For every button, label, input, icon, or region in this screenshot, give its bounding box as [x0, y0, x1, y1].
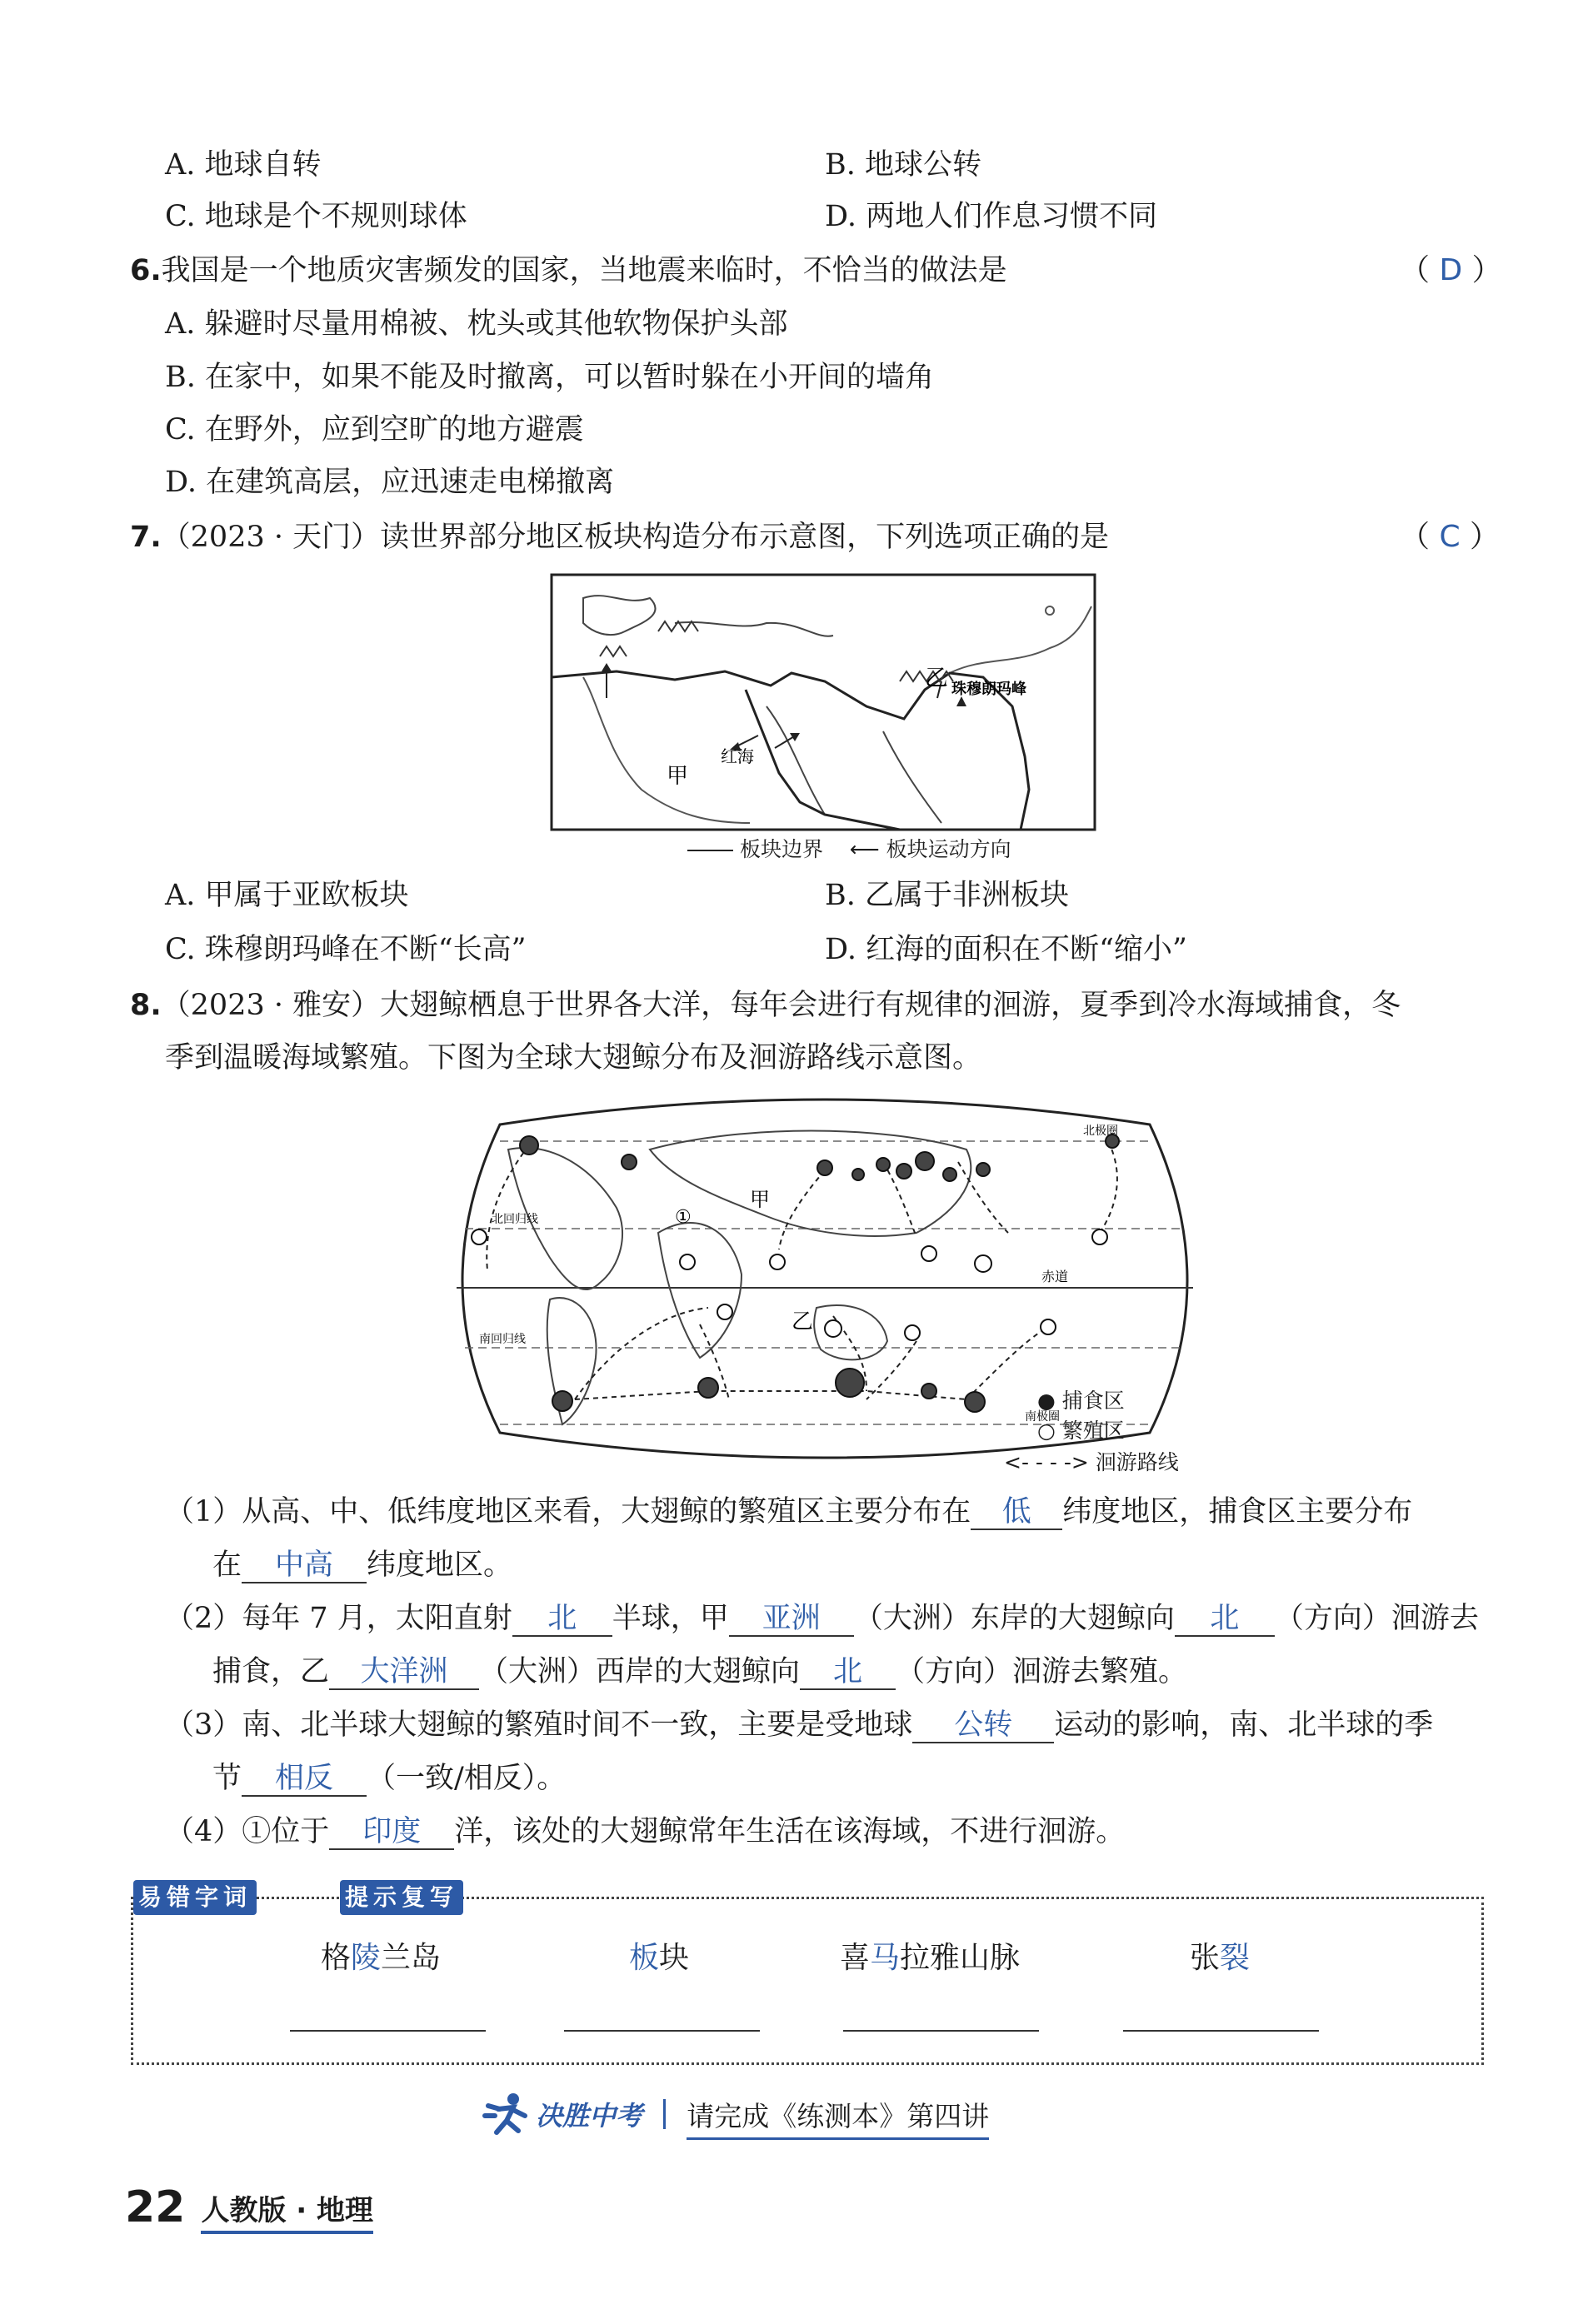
feeding-area [896, 1164, 911, 1179]
runner-icon [482, 2091, 532, 2137]
q5-option-c: C. 地球是个不规则球体 [165, 200, 467, 233]
q7-option-d: D. 红海的面积在不断“缩小” [825, 933, 1187, 966]
legend-motion-arrow: ⟵ [849, 837, 880, 861]
q7-option-c: C. 珠穆朗玛峰在不断“长高” [165, 933, 527, 966]
legend-motion-label: 板块运动方向 [886, 837, 1011, 861]
q8-sub3-text-1: （3）南、北半球大翅鲸的繁殖时间不一致，主要是受地球 [165, 1708, 913, 1742]
word-4-highlight: 裂 [1220, 1941, 1251, 1975]
feeding-area [698, 1378, 718, 1398]
q7-stem [130, 518, 1109, 556]
feeding-area [836, 1369, 864, 1397]
q6-stem [130, 252, 1007, 290]
edition-label: 人教版 · 地理 [201, 2194, 373, 2234]
q8-sub1-answer-2: 中高 [242, 1549, 367, 1583]
q8-sub1-text-4: 纬度地区。 [367, 1549, 513, 1582]
breeding-area [472, 1229, 487, 1244]
q6-answer-bracket: （ D ） [1400, 253, 1502, 287]
whale-label-arctic: 北极圈 [1083, 1125, 1118, 1138]
q7-option-a: A. 甲属于亚欧板块 [165, 879, 409, 912]
feeding-area [965, 1392, 985, 1412]
whale-label-equator: 赤道 [1041, 1269, 1069, 1284]
feeding-area [852, 1169, 864, 1180]
feeding-area [520, 1136, 538, 1155]
breeding-area [825, 1320, 841, 1337]
q6-number: 6. [130, 254, 162, 287]
q8-sub2-text-7: （方向）洄游去繁殖。 [896, 1655, 1188, 1688]
copy-line-3[interactable] [843, 2030, 1039, 2032]
q7-number: 7. [130, 521, 162, 554]
q7-text: （2023 · 天门）读世界部分地区板块构造分布示意图，下列选项正确的是 [161, 521, 1110, 554]
q8-sub4-line1 [165, 1813, 1125, 1851]
breeding-area [975, 1255, 991, 1272]
q6-option-a: A. 躲避时尽量用棉被、枕头或其他软物保护头部 [165, 307, 788, 341]
plate-map [550, 573, 1096, 831]
q8-sub2-text-4: （方向）洄游去 [1274, 1602, 1479, 1635]
plate-label-redsea: 红海 [721, 746, 754, 766]
breeding-area [905, 1325, 920, 1340]
word-2 [629, 1934, 689, 1977]
feeding-area [976, 1163, 990, 1176]
word-4-pre: 张 [1190, 1941, 1221, 1975]
q8-sub2-text-2: 半球，甲 [612, 1602, 729, 1635]
q8-sub2-line2 [212, 1653, 1187, 1691]
whale-label-tropic-s: 南回归线 [479, 1333, 526, 1346]
footer-logo-text: 决胜中考 [536, 2100, 643, 2132]
feeding-area [552, 1391, 572, 1411]
copy-line-2[interactable] [564, 2030, 760, 2032]
q8-sub1-answer-1: 低 [971, 1495, 1062, 1530]
q5-option-d: D. 两地人们作息习惯不同 [825, 200, 1158, 233]
q8-sub3-text-4: （一致/相反）。 [367, 1762, 567, 1795]
q8-stem-line1 [130, 986, 1401, 1025]
q6-answer: D [1439, 253, 1463, 287]
feeding-area [876, 1158, 890, 1171]
q8-sub2-answer-1: 北 [512, 1602, 612, 1637]
q8-sub3-text-3: 节 [212, 1762, 242, 1795]
q5-option-a: A. 地球自转 [165, 148, 322, 182]
plate-label-jia: 甲 [667, 764, 689, 789]
q7-answer: C [1439, 520, 1461, 554]
q8-sub1-text-1: （1）从高、中、低纬度地区来看，大翅鲸的繁殖区主要分布在 [165, 1495, 971, 1529]
feeding-area [817, 1160, 832, 1175]
q6-option-d: D. 在建筑高层，应迅速走电梯撤离 [165, 466, 615, 499]
whale-label-jia: 甲 [750, 1188, 770, 1211]
legend-boundary-line [687, 850, 733, 851]
q7-option-b: B. 乙属于非洲板块 [825, 879, 1069, 912]
copy-line-4[interactable] [1123, 2030, 1319, 2032]
legend-boundary-label: 板块边界 [739, 837, 823, 861]
word-3-post: 拉雅山脉 [900, 1941, 1021, 1975]
q8-sub3-line1 [165, 1706, 1433, 1744]
plate-label-yi: 乙 [925, 664, 949, 691]
legend-feeding-label: 捕食区 [1061, 1389, 1125, 1413]
word-2-highlight: 板 [629, 1941, 660, 1975]
q8-sub2-answer-5: 北 [800, 1655, 896, 1690]
error-words-box [131, 1897, 1484, 2065]
q8-sub4-text-2: 洋，该处的大翅鲸常年生活在该海域，不进行洄游。 [454, 1815, 1126, 1848]
q6-option-b: B. 在家中，如果不能及时撤离，可以暂时躲在小开间的墙角 [165, 361, 934, 394]
word-1-highlight: 陵 [351, 1941, 382, 1975]
q8-text-1: （2023 · 雅安）大翅鲸栖息于世界各大洋，每年会进行有规律的洄游，夏季到冷水海域捕食，冬 [161, 989, 1401, 1022]
breeding-area [921, 1246, 936, 1261]
q8-sub2-answer-3: 北 [1175, 1602, 1275, 1637]
q8-sub4-text-1: （4）①位于 [165, 1815, 330, 1848]
q8-sub2-text-6: （大洲）西岸的大翅鲸向 [479, 1655, 801, 1688]
footer-banner [482, 2091, 989, 2137]
q5-option-b: B. 地球公转 [825, 148, 981, 182]
q8-sub2-text-1: （2）每年 7 月，太阳直射 [165, 1602, 512, 1635]
word-1 [321, 1934, 441, 1977]
copy-line-1[interactable] [290, 2030, 486, 2032]
q8-sub2-answer-2: 亚洲 [729, 1602, 854, 1637]
word-3 [840, 1934, 1020, 1977]
q8-sub2-answer-4: 大洋洲 [329, 1655, 479, 1690]
q6-text: 我国是一个地质灾害频发的国家，当地震来临时，不恰当的做法是 [161, 254, 1007, 287]
q8-sub2-text-5: 捕食，乙 [212, 1655, 330, 1688]
q8-sub1-line2 [212, 1546, 512, 1584]
word-3-pre: 喜 [840, 1941, 871, 1975]
plate-map-frame [552, 575, 1095, 830]
word-1-pre: 格 [321, 1941, 352, 1975]
whale-legend-breeding: ○ 繁殖区 [1037, 1419, 1125, 1443]
q8-stem-line2: 季到温暖海域繁殖。下图为全球大翅鲸分布及洄游路线示意图。 [165, 1041, 982, 1075]
word-1-post: 兰岛 [381, 1941, 442, 1975]
legend-route-label: 洄游路线 [1095, 1450, 1179, 1474]
q8-sub2-line1 [165, 1599, 1479, 1638]
q8-sub3-answer-2: 相反 [242, 1762, 367, 1797]
word-3-highlight: 马 [870, 1941, 901, 1975]
q6-option-c: C. 在野外，应到空旷的地方避震 [165, 413, 584, 446]
page-number: 22 [125, 2182, 186, 2232]
q8-sub3-text-2: 运动的影响，南、北半球的季 [1054, 1708, 1434, 1742]
feeding-area [916, 1152, 934, 1170]
breeding-area [1092, 1229, 1107, 1244]
whale-legend-route: <- - - -> 洄游路线 [1004, 1450, 1179, 1474]
tag-copy-hint: 提示复写 [340, 1880, 463, 1915]
breeding-area [770, 1254, 785, 1269]
whale-label-tropic-n: 北回归线 [492, 1213, 538, 1226]
tag-error-words: 易错字词 [133, 1880, 257, 1915]
plate-label-everest: 珠穆朗玛峰 [951, 681, 1026, 698]
q8-sub4-answer-1: 印度 [329, 1815, 454, 1850]
footer-instruction: 请完成《练测本》第四讲 [687, 2100, 989, 2140]
page-footer [125, 2182, 373, 2232]
feeding-area [921, 1384, 936, 1399]
whale-label-antarctic: 南极圈 [1025, 1410, 1060, 1424]
whale-label-yi: 乙 [792, 1309, 814, 1334]
feeding-area [943, 1168, 956, 1181]
q8-sub3-answer-1: 公转 [912, 1708, 1054, 1743]
breeding-area [1041, 1319, 1056, 1334]
q7-answer-bracket: （ C ） [1400, 520, 1501, 554]
q8-sub3-line2 [212, 1759, 566, 1798]
word-4 [1190, 1934, 1250, 1977]
q8-sub1-text-2: 纬度地区，捕食区主要分布 [1062, 1495, 1413, 1529]
word-2-post: 块 [659, 1941, 690, 1975]
legend-breeding-label: 繁殖区 [1061, 1419, 1125, 1443]
q8-sub2-text-3: （大洲）东岸的大翅鲸向 [853, 1602, 1175, 1635]
footer-divider [663, 2099, 666, 2129]
breeding-area [717, 1304, 732, 1319]
whale-label-one: ① [675, 1207, 692, 1228]
whale-legend-feeding: ● 捕食区 [1037, 1389, 1125, 1413]
q8-number: 8. [130, 989, 162, 1022]
q8-sub1-text-3: 在 [212, 1549, 242, 1582]
feeding-area [622, 1155, 637, 1169]
plate-legend [687, 833, 1011, 863]
q8-sub1-line1 [165, 1493, 1412, 1531]
breeding-area [680, 1254, 695, 1269]
